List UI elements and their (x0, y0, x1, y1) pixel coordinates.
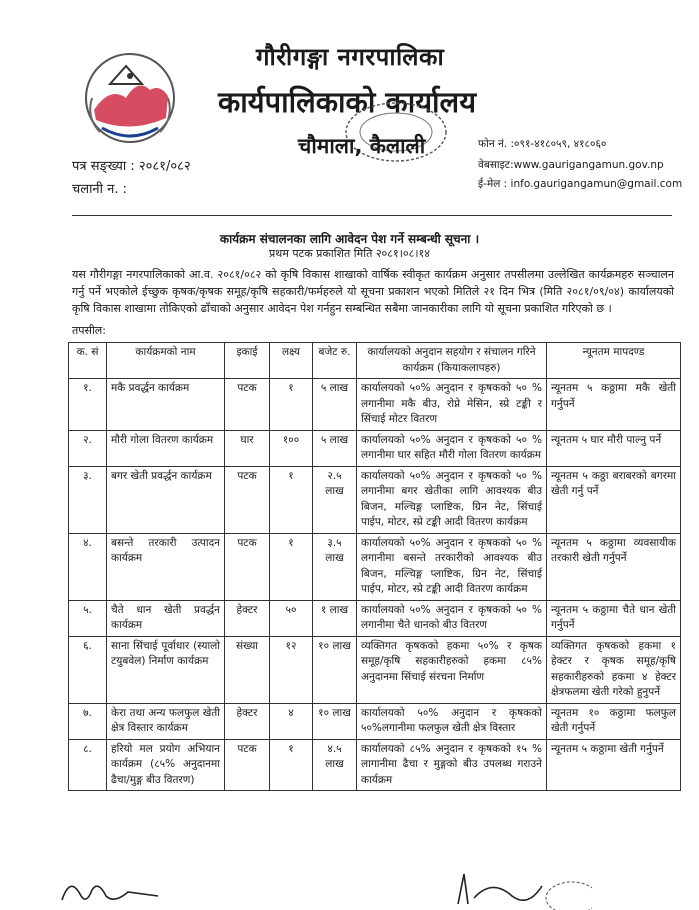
table-row (69, 739, 681, 791)
cell-qty: १ (270, 466, 313, 533)
table-row (69, 466, 681, 533)
table-header-row (69, 343, 681, 379)
cell-sn: १. (69, 379, 107, 431)
contact-email: ई-मेल : info.gaurigangamun@gmail.com (478, 178, 683, 190)
cell-unit: पटक (225, 379, 270, 431)
cell-budget: १० लाख (313, 636, 357, 703)
cell-budget: १० लाख (313, 703, 357, 739)
cell-unit: पटक (225, 466, 270, 533)
cell-qty: ४ (270, 703, 313, 739)
cell-name: मौरी गोला वितरण कार्यक्रम (107, 430, 225, 466)
contact-phone: फोन नं. :०९१-४१८०५९, ४१८०६० (478, 138, 607, 150)
cell-min: न्यूनतम १० कठ्ठामा फलफुल खेती गर्नुपर्ने (547, 703, 681, 739)
header-unit: इकाई (225, 343, 270, 379)
cell-qty: १२ (270, 636, 313, 703)
cell-unit: घार (225, 430, 270, 466)
office-locality: चौमाला, कैलाली (298, 134, 426, 158)
cell-qty: १०० (270, 430, 313, 466)
cell-sn: ८. (69, 739, 107, 791)
cell-min: न्यूनतम ५ कठ्ठामा चैते धान खेती गर्नुपर्ने (547, 600, 681, 636)
table-heading: तपसील: (72, 324, 106, 337)
cell-unit: हेक्टर (225, 600, 270, 636)
cell-desc: कार्यालयको ५०% अनुदान र कृषकको ५० % लगानीमा बगर खेतीका लागि आवश्यक बीउ बिजन, मल्चिङ्ग प्लाष्टिक, ग्रिन नेट, सिंचाई पाईप, मोटर, स्प्रे टङ्की आदी वितरण कार्यक्रम (357, 466, 547, 533)
table-row (69, 636, 681, 703)
dispatch-number: चलानी न. : (72, 182, 128, 197)
cell-unit: पटक (225, 533, 270, 600)
cell-unit: संख्या (225, 636, 270, 703)
cell-name: हरियो मल प्रयोग अभियान कार्यक्रम (८५% अनुदानमा ढैचा/मुङ्ग बीउ वितरण) (107, 739, 225, 791)
cell-name: बगर खेती प्रवर्द्धन कार्यक्रम (107, 466, 225, 533)
cell-min: न्यूनतम ५ कठ्ठामा मकै खेती गर्नुपर्ने (547, 379, 681, 431)
table-row (69, 430, 681, 466)
cell-unit: हेक्टर (225, 703, 270, 739)
cell-budget: १ लाख (313, 600, 357, 636)
cell-sn: ६. (69, 636, 107, 703)
cell-name: बसन्ते तरकारी उत्पादन कार्यक्रम (107, 533, 225, 600)
cell-budget: ५ लाख (313, 430, 357, 466)
cell-name: चैते धान खेती प्रवर्द्धन कार्यक्रम (107, 600, 225, 636)
cell-sn: ३. (69, 466, 107, 533)
cell-min: न्यूनतम ५ कठ्ठामा खेती गर्नुपर्ने (547, 739, 681, 791)
header-min: न्यूनतम मापदण्ड (547, 343, 681, 379)
notice-date: प्रथम पटक प्रकाशित मिति २०८१।०८।१४ (269, 247, 430, 260)
cell-qty: १ (270, 533, 313, 600)
cell-qty: १ (270, 739, 313, 791)
table-row (69, 379, 681, 431)
cell-unit: पटक (225, 739, 270, 791)
office-title: गौरीगङ्गा नगरपालिका (256, 43, 445, 71)
cell-min: न्यूनतम ५ घार मौरी पाल्नु पर्ने (547, 430, 681, 466)
header-sn: क. सं (69, 343, 107, 379)
notice-title: कार्यक्रम संचालनका लागि आवेदन पेश गर्ने सम्बन्धी सूचना । (219, 232, 480, 246)
cell-qty: १ (270, 379, 313, 431)
cell-desc: कार्यालयको ५०% अनुदान र कृषकको ५० % लगानीमा चैते धानको बीउ वितरण (357, 600, 547, 636)
cell-budget: ५ लाख (313, 379, 357, 431)
cell-name: केरा तथा अन्य फलफुल खेती क्षेत्र विस्तार कार्यक्रम (107, 703, 225, 739)
cell-budget: ३.५ लाख (313, 533, 357, 600)
notice-paragraph: यस गौरीगङ्गा नगरपालिकाको आ.व. २०८१/०८२ को कृषि विकास शाखाको वार्षिक स्वीकृत कार्यक्रम अनुसार तपसीलमा उल्लेखित कार्यक्रमहरु सञ्चालन गर्नु पर्ने भएकोले ईच्छुक कृषक/कृषक समूह/कृषि सहकारी/फर्महरुले यो सूचना प्रकाशन भएको मितिले २१ दिन भित्र (मिति २०८१/०९/०४) कार्यालयको कृषि विकास शाखामा तोकिएको ढाँचाको अनुसार आवेदन पेश गर्नहुन सम्बन्धित सबैमा जानकारीका लागि यो सूचना प्रकाशित गरिएको छ । (72, 268, 674, 315)
cell-desc: कार्यालयको ५०% अनुदान र कृषकको ५० % लगानीमा मकै बीउ, रोप्ने मेसिन, स्प्रे टङ्की र सिंचाई मोटर वितरण (357, 379, 547, 431)
cell-sn: ४. (69, 533, 107, 600)
cell-budget: ४.५ लाख (313, 739, 357, 791)
cell-sn: ७. (69, 703, 107, 739)
cell-desc: कार्यालयको ८५% अनुदान र कृषकको १५ % लागानीमा ढैचा र मुङ्गको बीउ उपलब्ध गराउने कार्यक्रम (357, 739, 547, 791)
table-row (69, 703, 681, 739)
header-qty: लक्ष्य (270, 343, 313, 379)
office-subtitle: कार्यपालिकाको कार्यालय (218, 85, 477, 119)
cell-min: न्यूनतम ५ कठ्ठा बराबरको बगरमा खेती गर्नु पर्ने (547, 466, 681, 533)
contact-website: वेबसाइट:www.gaurigangamun.gov.np (478, 159, 664, 171)
government-emblem-icon (80, 48, 180, 148)
cell-name: साना सिंचाई पूर्वाधार (स्यालो टयुबवेल) निर्माण कार्यक्रम (107, 636, 225, 703)
table-row (69, 533, 681, 600)
cell-name: मकै प्रवर्द्धन कार्यक्रम (107, 379, 225, 431)
signature-right-icon (452, 868, 592, 910)
cell-desc: व्यक्तिगत कृषकको हकमा ५०% र कृषक समूह/कृषि सहकारीहरुको हकमा ८५% अनुदानमा सिंचाई संरचना निर्माण (357, 636, 547, 703)
cell-desc: कार्यालयको ५०% अनुदान र कृषकको ५० % लगानीमा बसन्ते तरकारीको आवश्यक बीउ बिजन, मल्चिङ्ग प्लाष्टिक, ग्रिन नेट, सिंचाई पाईप, मोटर, स्प्रे टङ्की आदी वितरण कार्यक्रम (357, 533, 547, 600)
cell-sn: २. (69, 430, 107, 466)
table-row (69, 600, 681, 636)
cell-budget: २.५ लाख (313, 466, 357, 533)
cell-sn: ५. (69, 600, 107, 636)
reference-number: पत्र सङ्ख्या : २०८१/०८२ (72, 159, 191, 174)
header-divider (72, 215, 672, 216)
signature-left-icon (58, 874, 178, 910)
program-table (68, 342, 681, 791)
header-budget: बजेट रु. (313, 343, 357, 379)
cell-desc: कार्यालयको ५०% अनुदान र कृषकको ५०%लगानीमा फलफुल खेती क्षेत्र विस्तार (357, 703, 547, 739)
header-name: कार्यक्रमको नाम (107, 343, 225, 379)
header-desc: कार्यालयको अनुदान सहयोग र संचालन गरिने कार्यक्रम (कियाकलापहरु) (357, 343, 547, 379)
cell-desc: कार्यालयको ५०% अनुदान र कृषकको ५० % लगानीमा घार सहित मौरी गोला वितरण कार्यक्रम (357, 430, 547, 466)
cell-min: न्यूनतम ५ कठ्ठामा व्यवसायीक तरकारी खेती गर्नुपर्ने (547, 533, 681, 600)
cell-min: व्यक्तिगत कृषकको हकमा १ हेक्टर र कृषक समूह/कृषि सहकारीहरुको हकमा ४ हेक्टर क्षेत्रफलमा खेती गरेको हुनुपर्ने (547, 636, 681, 703)
cell-qty: ५० (270, 600, 313, 636)
